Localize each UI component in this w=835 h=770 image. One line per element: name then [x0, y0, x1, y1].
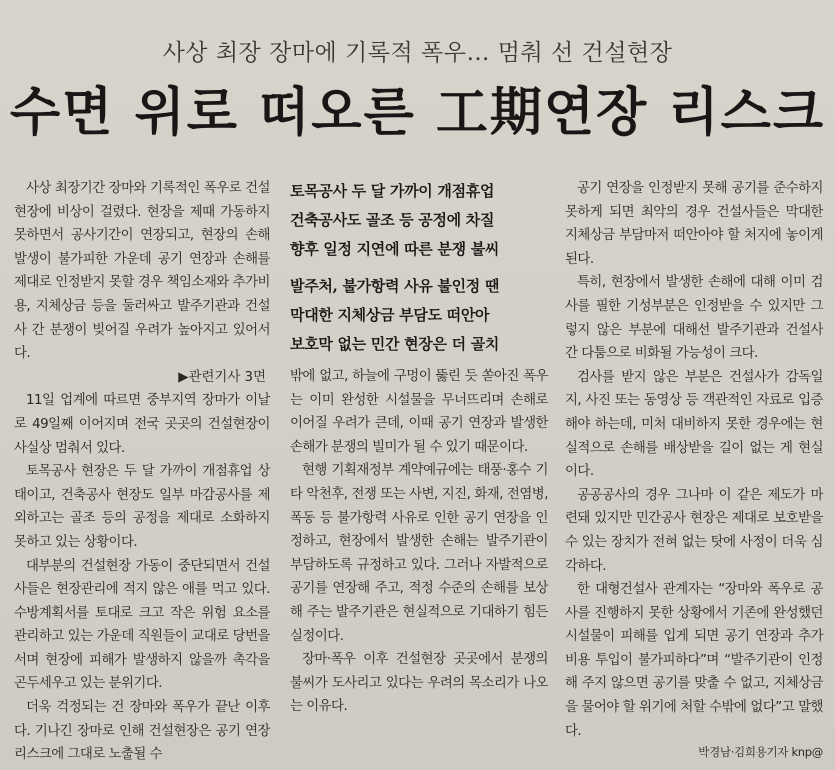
deck-line: 막대한 지체상금 부담도 떠안아	[290, 306, 490, 324]
byline: 박경남·김희용기자 knp@	[698, 745, 823, 760]
article-subheadline: 사상 최장 장마에 기록적 폭우… 멈춰 선 건설현장	[162, 40, 673, 66]
summary-deck-2	[290, 272, 548, 359]
deck-line: 발주처, 불가항력 사유 불인정 땐	[290, 277, 500, 295]
deck-line: 건축공사도 골조 등 공정에 차질	[290, 211, 495, 229]
column-2	[290, 177, 548, 770]
paragraph: 공기 연장을 인정받지 못해 공기를 준수하지 못하게 되면 최악의 경우 건설사들은 막대한 지체상금 부담마저 떠안아야 할 처지에 놓이게 된다.	[565, 181, 823, 267]
column-1	[14, 177, 270, 770]
deck-line: 토목공사 두 달 가까이 개점휴업	[290, 182, 495, 200]
summary-deck-1	[290, 177, 548, 264]
paragraph: 현행 기획재정부 계약예규에는 태풍·홍수 기타 악천후, 전쟁 또는 사변, 지진, 화재, 전염병, 폭동 등 불가항력 사유로 인한 공기 연장을 인정하고, 현장에서 발생한 손해는 발주기관이 부담하도록 규정하고 있다. 그러나 자발적으로 공기를 연장해 주고, 적정 수준의 손해를 보상해 주는 발주기관은 현실적으로 기대하기 힘든 실정이다.	[290, 463, 548, 644]
paragraph: 검사를 받지 않은 부분은 건설사가 감독일지, 사진 또는 동영상 등 객관적인 자료로 입증해야 하는데, 미처 대비하지 못한 경우에는 현실적으로 손해를 배상받을 길이 없는 게 현실이다.	[565, 369, 823, 480]
paragraph: 밖에 없고, 하늘에 구멍이 뚫린 듯 쏟아진 폭우는 이미 완성한 시설물을 무너뜨리며 손해로 이어질 우려가 큰데, 이때 공기 연장과 발생한 손해가 분쟁의 빌미가 될 수 있기 때문이다.	[290, 369, 548, 455]
paragraph: 토목공사 현장은 두 달 가까이 개점휴업 상태이고, 건축공사 현장도 일부 마감공사를 제외하고는 골조 등의 공정을 제대로 소화하지 못하고 있는 상황이다.	[14, 464, 270, 550]
deck-line: 향후 일정 지연에 따른 분쟁 불씨	[290, 240, 500, 258]
paragraph: 공공공사의 경우 그나마 이 같은 제도가 마련돼 있지만 민간공사 현장은 제대로 보호받을 수 있는 장치가 전혀 없는 탓에 사정이 더욱 심각하다.	[565, 487, 823, 574]
paragraph: 더욱 걱정되는 건 장마와 폭우가 끝난 이후다. 기나긴 장마로 인해 건설현장은 공기 연장 리스크에 그대로 노출될 수	[14, 700, 270, 763]
paragraph: 장마·폭우 이후 건설현장 곳곳에서 분쟁의 불씨가 도사리고 있다는 우려의 목소리가 나오는 이유다.	[290, 652, 548, 715]
paragraph: 사상 최장기간 장마와 기록적인 폭우로 건설현장에 비상이 걸렸다. 현장을 제때 가동하지 못하면서 공사기간이 연장되고, 현장의 손해 발생이 불가피한 가운데 공기 연장과 손해를 제대로 인정받지 못할 경우 책임소재와 추가비용, 지체상금 등을 둘러싸고 발주기관과 건설사 간 분쟁이 빚어질 우려가 높아지고 있어서다.	[14, 181, 270, 362]
paragraph: 특히, 현장에서 발생한 손해에 대해 이미 검사를 필한 기성부분은 인정받을 수 있지만 그렇지 않은 부분에 대해선 발주기관과 건설사 간 다툼으로 비화될 가능성이 크다.	[565, 275, 823, 362]
paragraph: 대부분의 건설현장 가동이 중단되면서 건설사들은 현장관리에 적지 않은 애를 먹고 있다. 수방계획서를 토대로 크고 작은 위험 요소를 관리하고 있는 가운데 직원들이 교대로 당번을 서며 현장에 피해가 발생하지 않을까 촉각을 곤두세우고 있는 분위기다.	[14, 558, 270, 692]
article-headline: 수면 위로 떠오른 工期연장 리스크	[9, 83, 826, 143]
related-article-link[interactable]: ▶관련기사 3면	[178, 369, 266, 385]
paragraph: 한 대형건설사 관계자는 “장마와 폭우로 공사를 진행하지 못한 상황에서 기존에 완성했던 시설물이 피해를 입게 되면 공기 연장과 추가비용 투입이 불가피하다”며 “발주기관이 인정해 주지 않으면 공기를 맞출 수 없고, 지체상금을 물어야 할 위기에 처할 수밖에 없다”고 말했다.	[565, 582, 823, 739]
column-3	[565, 177, 823, 770]
paragraph: 11일 업계에 따르면 중부지역 장마가 이날로 49일째 이어지며 전국 곳곳의 건설현장이 사실상 멈춰서 있다.	[14, 393, 270, 456]
deck-line: 보호막 없는 민간 현장은 더 골치	[290, 335, 500, 353]
